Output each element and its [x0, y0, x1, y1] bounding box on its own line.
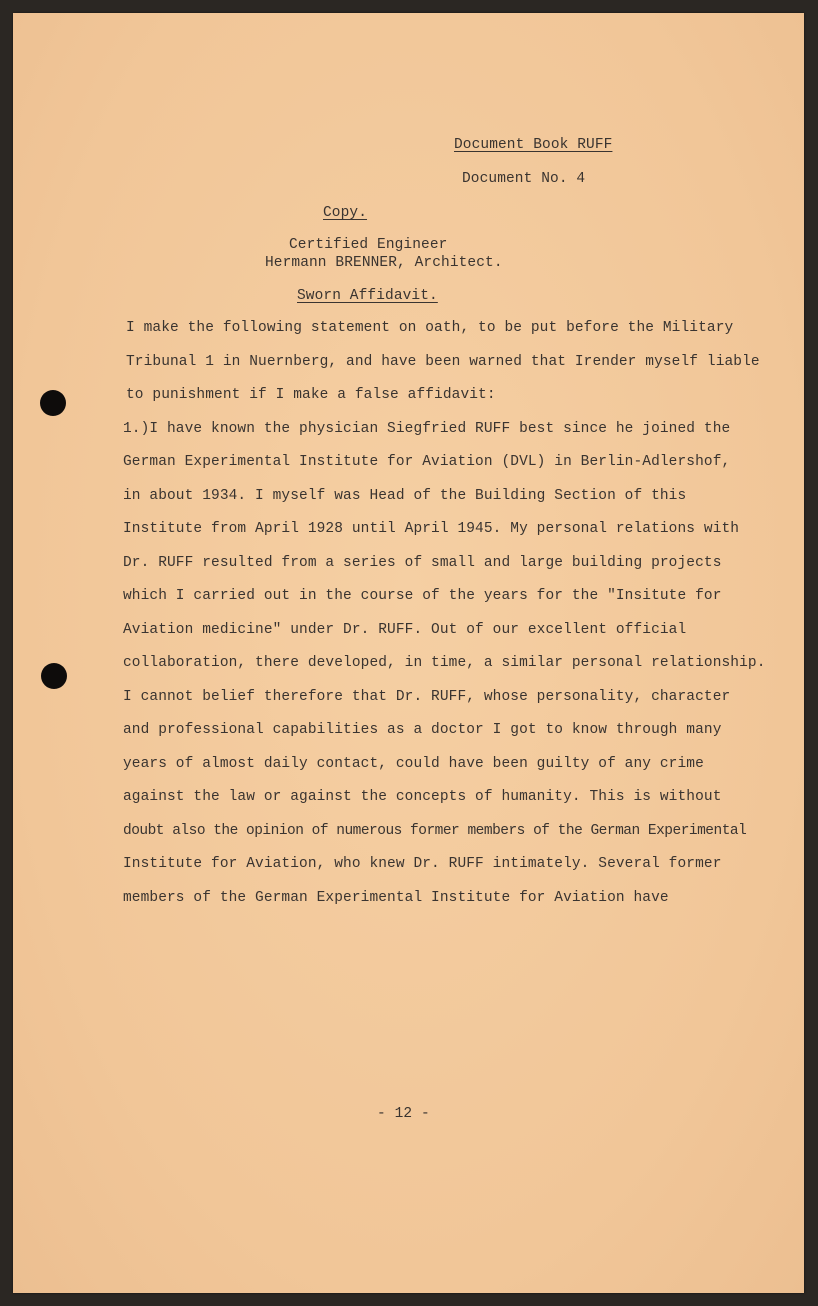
body-line: collaboration, there developed, in time, a similar personal relationship. [123, 655, 766, 671]
body-line: Aviation medicine" under Dr. RUFF. Out of our excellent official [123, 622, 687, 638]
body-line: years of almost daily contact, could have been guilty of any crime [123, 756, 704, 772]
body-line: Dr. RUFF resulted from a series of small and large building projects [123, 555, 722, 571]
body-line: which I carried out in the course of the years for the "Insitute for [123, 588, 722, 604]
body-line: Institute for Aviation, who knew Dr. RUFF intimately. Several former [123, 856, 722, 872]
author-name: Hermann BRENNER, Architect. [265, 255, 503, 271]
punch-hole [41, 663, 67, 689]
body-line: 1.)I have known the physician Siegfried RUFF best since he joined the [123, 421, 731, 437]
document-book-label: Document Book RUFF [454, 137, 613, 153]
body-line: German Experimental Institute for Aviation (DVL) in Berlin-Adlershof, [123, 454, 731, 470]
body-line: I cannot belief therefore that Dr. RUFF, whose personality, character [123, 689, 731, 705]
body-line: members of the German Experimental Institute for Aviation have [123, 890, 669, 906]
copy-label: Copy. [323, 205, 368, 221]
affidavit-title: Sworn Affidavit. [297, 288, 438, 304]
body-line: Institute from April 1928 until April 1945. My personal relations with [123, 521, 740, 537]
body-line: against the law or against the concepts of humanity. This is without [123, 789, 722, 805]
page-number: - 12 - [377, 1106, 430, 1122]
document-page [13, 13, 804, 1293]
body-line: to punishment if I make a false affidavit: [126, 387, 496, 403]
punch-hole [40, 390, 66, 416]
body-line: I make the following statement on oath, to be put before the Military [126, 320, 734, 336]
body-line: Tribunal 1 in Nuernberg, and have been warned that Irender myself liable [126, 354, 760, 370]
body-line: in about 1934. I myself was Head of the Building Section of this [123, 488, 687, 504]
body-line: and professional capabilities as a doctor I got to know through many [123, 722, 722, 738]
author-title: Certified Engineer [289, 237, 448, 253]
body-line: doubt also the opinion of numerous former members of the German Experimental [123, 823, 747, 839]
document-number: Document No. 4 [462, 171, 586, 187]
